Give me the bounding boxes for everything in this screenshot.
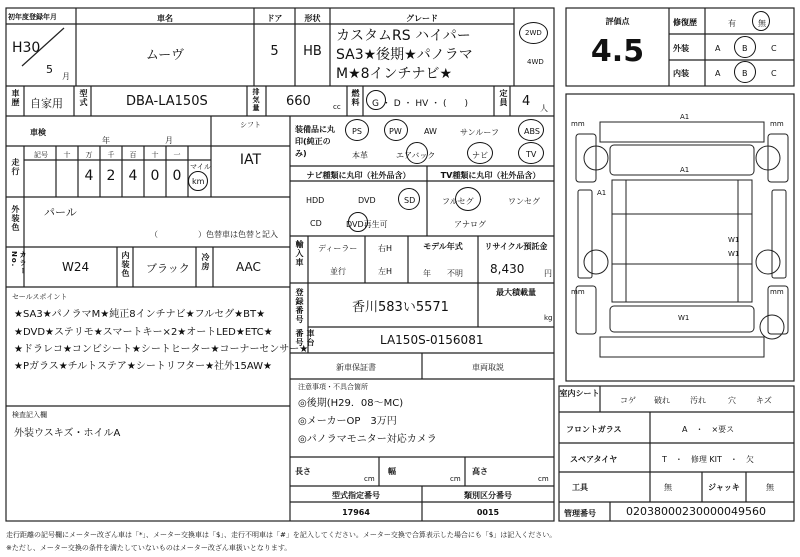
navi-dvd-play-circle bbox=[348, 212, 368, 232]
class-value: 0015 bbox=[476, 508, 500, 517]
mileage-digit: 0 bbox=[150, 168, 160, 184]
interior-color-label: 内装色 bbox=[121, 251, 130, 278]
recycle-unit: 円 bbox=[544, 269, 552, 278]
displacement-label: 排気量 bbox=[252, 88, 260, 112]
km-label: km bbox=[192, 177, 205, 186]
grade-label: グレード bbox=[406, 14, 438, 23]
exterior-c: C bbox=[771, 44, 777, 53]
model-year-value: 年 不明 bbox=[423, 269, 463, 278]
navi-dvd: DVD bbox=[358, 196, 376, 205]
width-unit: cm bbox=[450, 475, 461, 483]
class-label: 類別区分番号 bbox=[464, 491, 512, 500]
seat-item: 穴 bbox=[728, 396, 736, 405]
mileage-digit: 4 bbox=[84, 168, 94, 184]
category-value: 自家用 bbox=[30, 97, 63, 110]
equip-ps-circle bbox=[345, 119, 369, 141]
chassis-value: LA150S-0156081 bbox=[380, 333, 484, 347]
import-dealer: ディーラー bbox=[318, 244, 358, 253]
tv-fullseg-circle bbox=[455, 187, 481, 211]
length-label: 長さ bbox=[295, 467, 311, 476]
exterior-b: B bbox=[742, 44, 748, 53]
month-value: 5 bbox=[46, 63, 53, 76]
repair-yes: 有 bbox=[728, 19, 736, 28]
score-value: 4.5 bbox=[590, 34, 645, 69]
equip-airbag-circle bbox=[406, 142, 428, 164]
spare-label: スペアタイヤ bbox=[570, 455, 618, 464]
car-mark-w1: W1 bbox=[728, 250, 740, 258]
navi-sd-circle bbox=[398, 188, 420, 210]
import-right: 右H bbox=[378, 244, 393, 253]
equip-abs: ABS bbox=[524, 127, 540, 136]
equip-tv-circle bbox=[518, 142, 544, 164]
shape-label: 形状 bbox=[304, 14, 321, 23]
spare-value: T ・ 修理 KIT ・ 欠 bbox=[662, 455, 754, 464]
drive-4wd: 4WD bbox=[527, 58, 544, 66]
car-mm-label: mm bbox=[770, 120, 784, 128]
doors-label: ドア bbox=[266, 14, 283, 23]
sales-points-label: セールスポイント bbox=[12, 293, 68, 301]
note-line: ◎パノラマモニター対応カメラ bbox=[298, 434, 437, 445]
mileage-col-label: 万 bbox=[85, 151, 93, 159]
fuel-options: G ・ D ・ HV ・ ( ) bbox=[372, 99, 469, 109]
glass-label: フロントガラス bbox=[566, 425, 622, 434]
equip-abs-circle bbox=[518, 119, 544, 141]
model-label: 型式 bbox=[79, 89, 88, 107]
chassis-label: 車台番号 bbox=[295, 329, 315, 347]
equip-aw: AW bbox=[424, 127, 437, 136]
name-value: ムーヴ bbox=[145, 48, 185, 63]
car-mark-w1: W1 bbox=[678, 314, 690, 322]
sales-point-line: ★Pガラス★チルトステア★シートリフター★社外15AW★ bbox=[14, 361, 272, 372]
car-mark-w1: W1 bbox=[728, 236, 740, 244]
type-value: 17964 bbox=[342, 508, 370, 517]
jack-value: 無 bbox=[766, 483, 774, 492]
repair-no-circle bbox=[752, 11, 770, 31]
shape-value: HB bbox=[303, 44, 322, 59]
interior-label: 内装 bbox=[673, 69, 689, 78]
ac-label: 冷房 bbox=[201, 253, 210, 271]
footer-note-1: 走行距離の記号欄にメーター改ざん車は「*」、メーター交換車は「$」、走行不明車は「#」を記入してください。メーター交換で合算表示した場合にも「$」は記入ください。 bbox=[6, 531, 557, 539]
mileage-col-sign: 記号 bbox=[34, 151, 48, 159]
car-mark-a1: A1 bbox=[597, 189, 607, 197]
import-label: 輸入車 bbox=[295, 240, 304, 267]
tv-analog: アナログ bbox=[454, 220, 486, 229]
exterior-b-circle bbox=[734, 36, 756, 58]
tv-oneseg: ワンセグ bbox=[508, 197, 540, 206]
capacity-unit: 人 bbox=[540, 104, 548, 113]
jack-label: ジャッキ bbox=[708, 483, 740, 492]
color-note: （ ）色替車は色替と記入 bbox=[150, 230, 278, 239]
exterior-label: 外装 bbox=[673, 44, 689, 53]
inspection-label: 車検 bbox=[30, 128, 46, 137]
equip-ps: PS bbox=[352, 127, 362, 136]
type-label: 型式指定番号 bbox=[332, 491, 380, 500]
seat-item: 破れ bbox=[654, 396, 670, 405]
mileage-col-label: 百 bbox=[129, 151, 137, 159]
import-parallel: 並行 bbox=[330, 267, 346, 276]
inspector-label: 検査記入欄 bbox=[12, 411, 47, 419]
seat-item: コゲ bbox=[620, 396, 636, 405]
interior-b: B bbox=[742, 69, 748, 78]
year-value: H30 bbox=[12, 40, 41, 56]
length-unit: cm bbox=[364, 475, 375, 483]
height-unit: cm bbox=[538, 475, 549, 483]
registration-value: 香川583い5571 bbox=[352, 300, 449, 315]
tv-label: TV種類に丸印（社外品含） bbox=[440, 171, 541, 180]
equip-tv: TV bbox=[526, 150, 537, 159]
mile-label: マイル bbox=[190, 163, 211, 171]
registration-label: 登録番号 bbox=[295, 288, 304, 324]
footer-note-2: ※ただし、メーター交換の条件を満たしていないものはメーター改ざん車扱いとなります。 bbox=[6, 544, 292, 552]
inspector-value: 外装ウスキズ・ホイルA bbox=[14, 428, 121, 439]
car-mark-a1: A1 bbox=[680, 166, 690, 174]
equip-pw: PW bbox=[389, 127, 402, 136]
seat-item: 汚れ bbox=[690, 396, 706, 405]
navi-label: ナビ種類に丸印（社外品含） bbox=[306, 171, 411, 180]
equip-pw-circle bbox=[384, 119, 408, 141]
equip-sunroof: サンルーフ bbox=[460, 128, 499, 137]
capacity-label: 定員 bbox=[499, 89, 508, 107]
navi-hdd: HDD bbox=[306, 196, 325, 205]
shift-label: シフト bbox=[240, 121, 261, 129]
sales-point-line: ★DVD★ステリモ★スマートキー×2★オートLED★ETC★ bbox=[14, 327, 273, 338]
import-left: 左H bbox=[378, 267, 393, 276]
displacement-unit: cc bbox=[333, 103, 341, 111]
exterior-a: A bbox=[715, 44, 721, 53]
navi-dvd-play: DVD再生可 bbox=[346, 220, 388, 229]
tv-fullseg: フルセグ bbox=[442, 197, 474, 206]
mileage-col-label: 十 bbox=[63, 151, 71, 159]
mileage-digit: 0 bbox=[172, 168, 182, 184]
navi-sd: SD bbox=[404, 196, 416, 205]
mileage-col-label: 一 bbox=[173, 151, 181, 159]
max-load-label: 最大積載量 bbox=[496, 288, 536, 297]
recycle-value: 8,430 bbox=[490, 262, 525, 276]
model-value: DBA-LA150S bbox=[126, 94, 208, 109]
equip-leather: 本革 bbox=[352, 151, 368, 160]
equip-navi-circle bbox=[467, 142, 493, 164]
tools-value: 無 bbox=[664, 483, 672, 492]
equip-airbag: エアバック bbox=[396, 151, 436, 160]
color-label: 外装色 bbox=[11, 205, 20, 232]
displacement-value: 660 bbox=[286, 94, 311, 109]
sales-point-line: ★ドラレコ★コンビシート★シートヒーター★コーナーセンサー★ bbox=[14, 344, 309, 355]
model-year-label: モデル年式 bbox=[423, 242, 463, 251]
navi-cd: CD bbox=[310, 219, 322, 228]
seat-item: キズ bbox=[756, 396, 772, 405]
mgmt-value: 02038000230000049560 bbox=[626, 505, 766, 518]
drive-2wd: 2WD bbox=[525, 29, 542, 37]
repair-no: 無 bbox=[758, 19, 766, 28]
inspection-year: 年 bbox=[102, 136, 110, 145]
glass-value: A ・ ×要ス bbox=[682, 425, 735, 434]
height-label: 高さ bbox=[472, 467, 488, 476]
warranty-newcar: 新車保証書 bbox=[336, 363, 376, 372]
interior-a: A bbox=[715, 69, 721, 78]
repair-label: 修復歴 bbox=[673, 18, 697, 27]
car-mm-label: mm bbox=[770, 288, 784, 296]
fuel-label: 燃料 bbox=[351, 89, 360, 107]
warranty-manual: 車両取説 bbox=[472, 363, 504, 372]
interior-color-value: ブラック bbox=[146, 262, 190, 275]
car-mm-label: mm bbox=[571, 120, 585, 128]
inspection-month: 月 bbox=[165, 136, 173, 145]
shift-value: IAT bbox=[239, 152, 262, 168]
doors-value: 5 bbox=[270, 44, 279, 59]
mileage-col-label: 千 bbox=[107, 151, 115, 159]
km-circle bbox=[188, 171, 208, 191]
note-line: ◎メーカーOP 3万円 bbox=[298, 416, 397, 427]
grade-value: カスタムRS ハイパーSA3★後期★パノラマM★8インチナビ★ bbox=[336, 28, 473, 82]
notes-label: 注意事項・不具合箇所 bbox=[298, 383, 368, 391]
equip-navi: ナビ bbox=[472, 151, 488, 160]
category-label: 車歴 bbox=[11, 89, 20, 107]
recycle-label: リサイクル預託金 bbox=[484, 242, 548, 251]
score-label: 評価点 bbox=[605, 17, 630, 26]
sales-point-line: ★SA3★パノラマM★純正8インチナビ★フルセグ★BT★ bbox=[14, 309, 266, 320]
fuel-g-circle bbox=[366, 90, 386, 110]
seat-label: 室内シート bbox=[559, 389, 600, 398]
name-label: 車名 bbox=[157, 14, 173, 23]
interior-b-circle bbox=[734, 61, 756, 83]
color-value: パール bbox=[44, 206, 77, 219]
max-load-unit: kg bbox=[544, 314, 553, 322]
tools-label: 工具 bbox=[572, 483, 588, 492]
year-label: 初年度登録年月 bbox=[8, 13, 57, 21]
car-mm-label: mm bbox=[571, 288, 585, 296]
mileage-digit: 2 bbox=[106, 168, 116, 184]
equipment-label: 装備品に丸印(純正のみ) bbox=[295, 125, 335, 158]
month-unit: 月 bbox=[62, 72, 70, 81]
color-code-label: カラーNo. bbox=[10, 251, 27, 275]
ac-value: AAC bbox=[236, 260, 261, 274]
interior-c: C bbox=[771, 69, 777, 78]
capacity-value: 4 bbox=[522, 94, 531, 109]
mileage-digit: 4 bbox=[128, 168, 138, 184]
color-code-value: W24 bbox=[62, 260, 90, 274]
mileage-label: 走行 bbox=[11, 158, 20, 176]
car-mark-a1: A1 bbox=[680, 113, 690, 121]
width-label: 幅 bbox=[388, 467, 396, 476]
mgmt-label: 管理番号 bbox=[564, 509, 596, 518]
note-line: ◎後期(H29．08～MC) bbox=[298, 398, 404, 409]
mileage-col-label: 十 bbox=[151, 151, 159, 159]
drive-2wd-circle bbox=[519, 22, 548, 44]
